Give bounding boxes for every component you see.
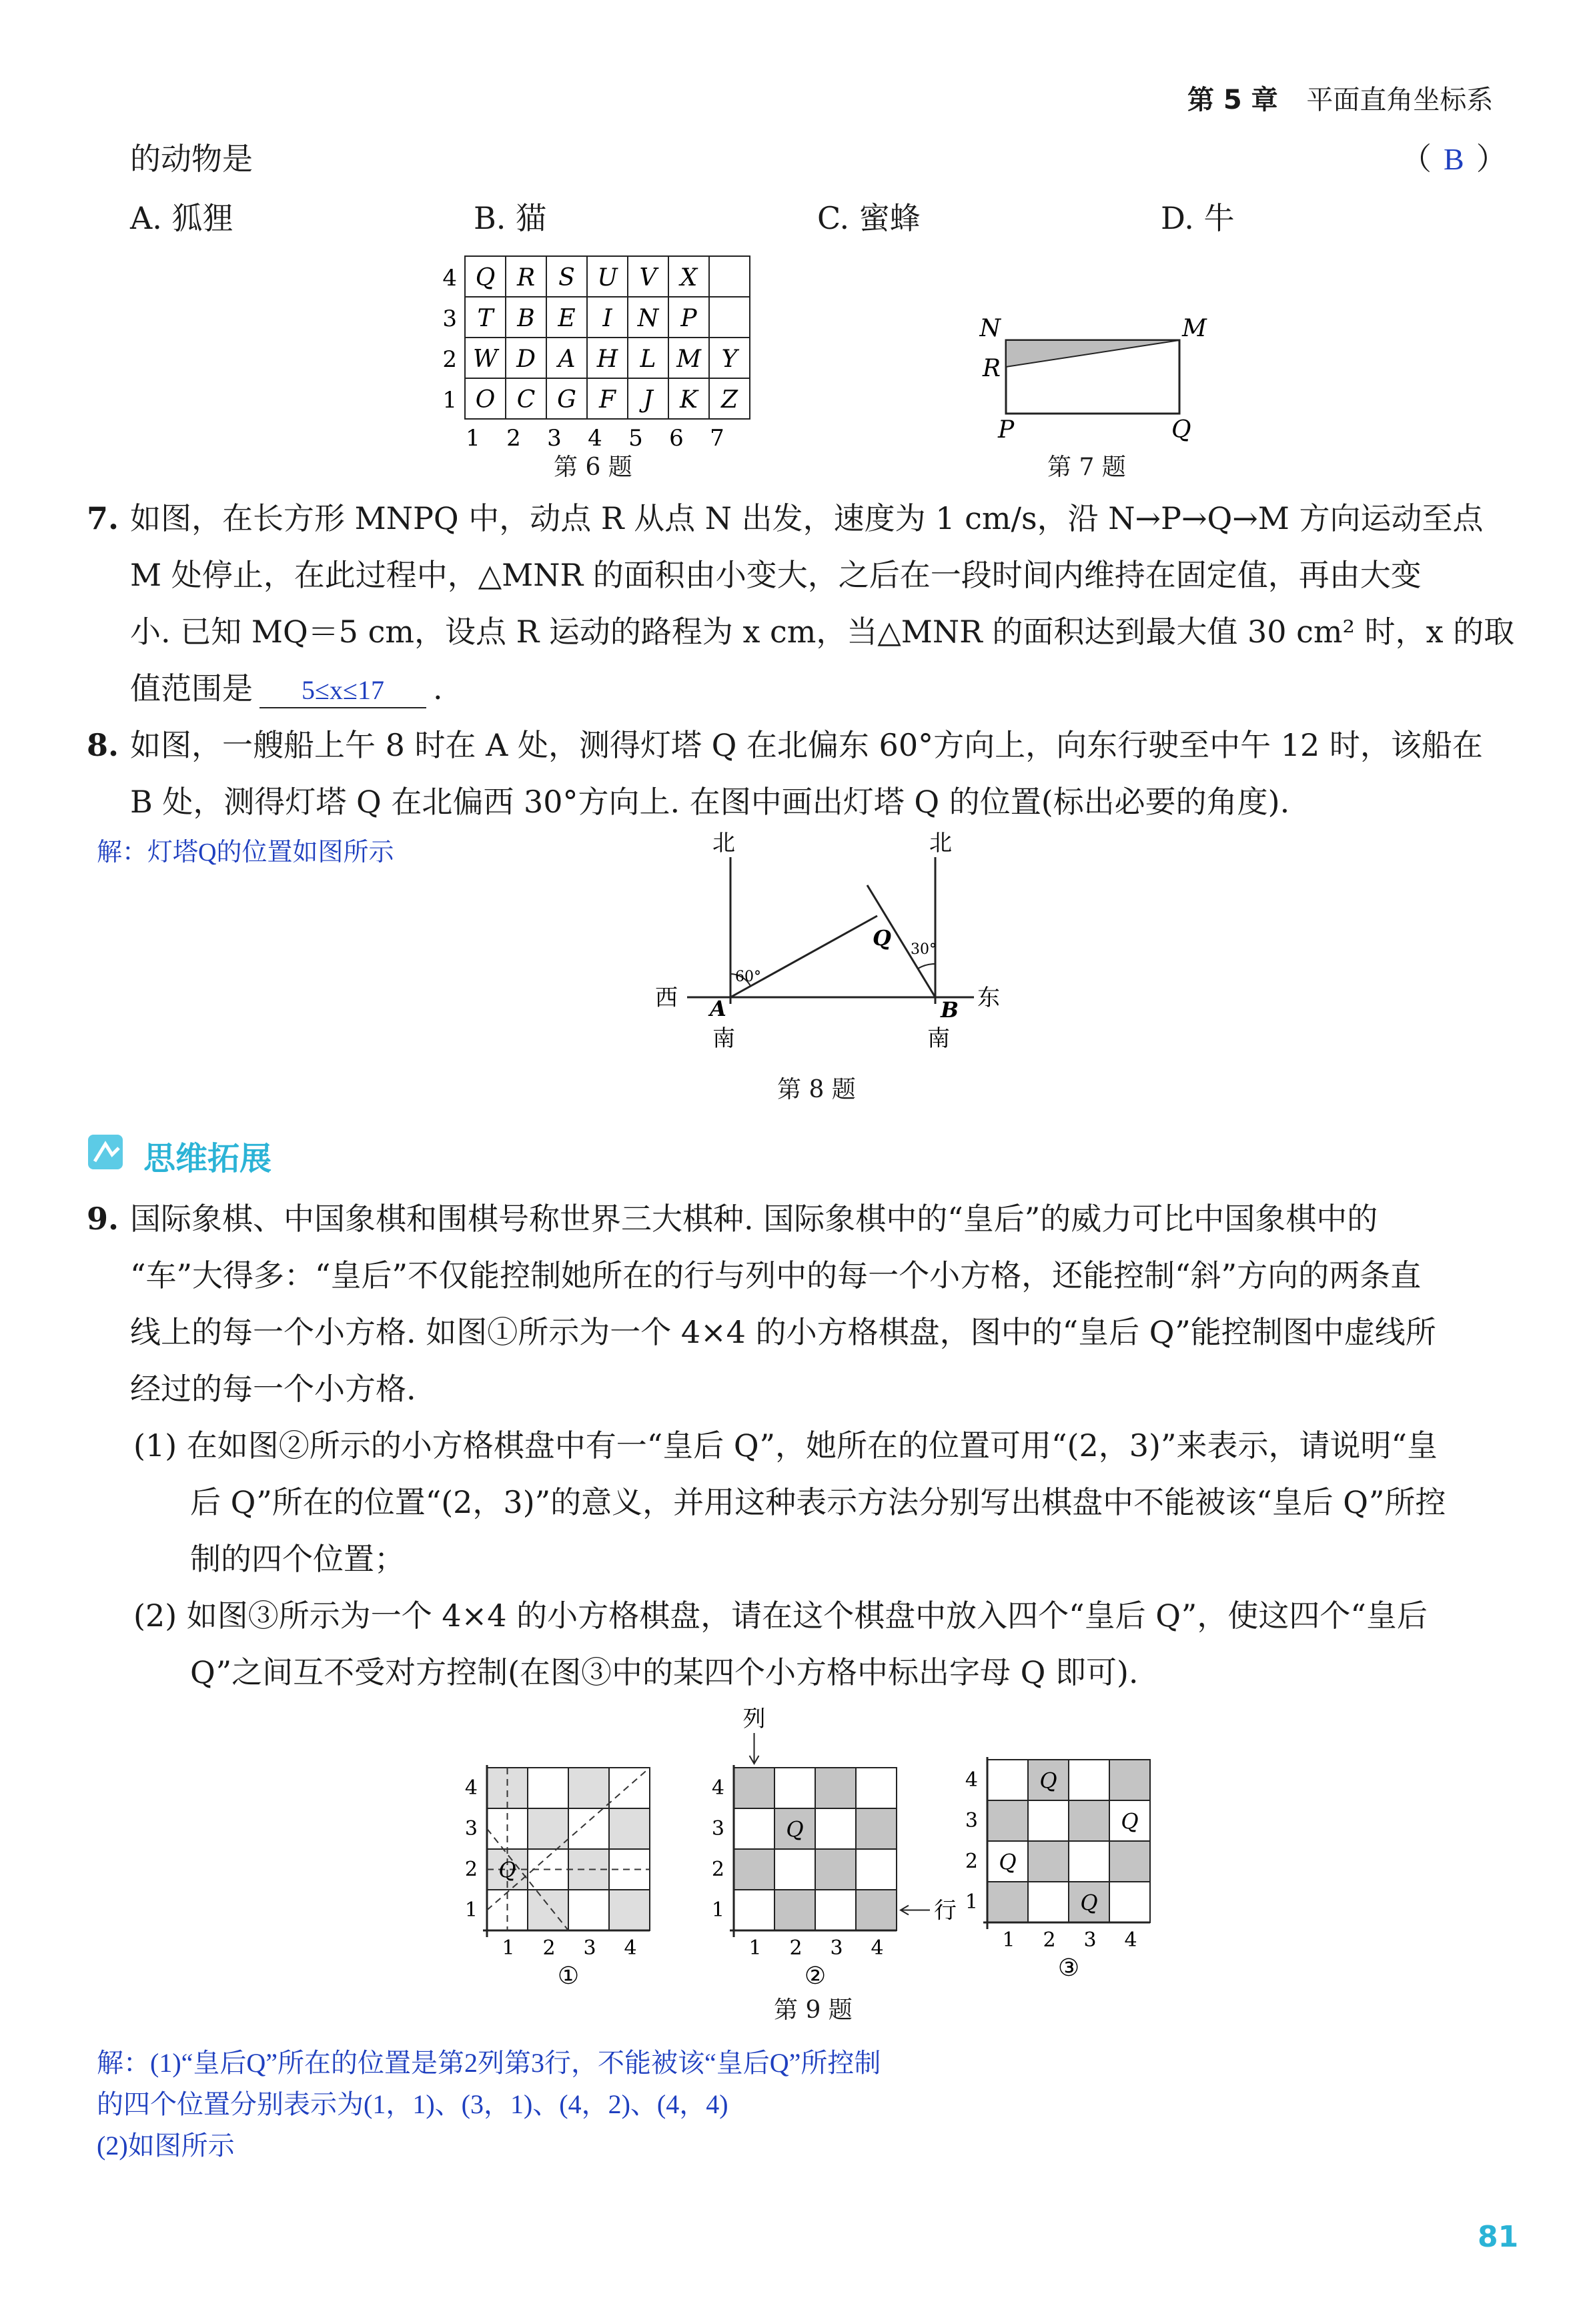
- triangle-mnr: [1006, 340, 1179, 367]
- grid-letter: N: [637, 305, 659, 332]
- grid-col-label: 4: [588, 425, 602, 452]
- west-label: 西: [655, 985, 678, 1011]
- board-cell: [1109, 1882, 1150, 1922]
- chess-board-1: [465, 1765, 650, 1990]
- north-label-b: 北: [929, 830, 952, 856]
- label-n: N: [979, 315, 1001, 342]
- q7-line-3: 小. 已知 MQ＝5 cm，设点 R 运动的路程为 x cm，当△MNR 的面积达到最大值 30 cm² 时，x 的取: [130, 614, 1515, 650]
- q7-rectangle-figure: [974, 307, 1207, 454]
- label-r: R: [982, 355, 1001, 382]
- point-q: Q: [873, 925, 891, 951]
- page-number: 81: [1478, 2220, 1519, 2254]
- board-cell: [1028, 1841, 1069, 1882]
- queen-marker: Q: [786, 1816, 804, 1842]
- q7-line-1: 如图，在长方形 MNPQ 中，动点 R 从点 N 出发，速度为 1 cm/s，沿 N→P→Q→M 方向运动至点: [130, 500, 1484, 536]
- board-cell: [856, 1890, 897, 1930]
- q8-solution: 解：灯塔Q的位置如图所示: [97, 838, 394, 866]
- q6-answer-box: （ B ）: [1401, 141, 1507, 177]
- board-cell: [987, 1760, 1028, 1800]
- angle-30-label: 30°: [911, 941, 937, 958]
- board-cell: [856, 1808, 897, 1849]
- board-cell: [815, 1890, 856, 1930]
- q9-line-1: 国际象棋、中国象棋和围棋号称世界三大棋种. 国际象棋中的“皇后”的威力可比中国象棋中的: [130, 1201, 1378, 1237]
- grid-letter: D: [516, 346, 536, 373]
- board-row-tick: 3: [711, 1817, 724, 1840]
- q9-number: 9.: [87, 1201, 119, 1237]
- grid-letter: K: [680, 386, 698, 414]
- board-col-tick: 4: [624, 1936, 637, 1960]
- board-row-tick: 2: [965, 1850, 978, 1873]
- q9-solution-line-1: 解：(1)“皇后Q”所在的位置是第2列第3行，不能被该“皇后Q”所控制: [97, 2048, 881, 2078]
- column-arrow-icon: [750, 1733, 759, 1764]
- grid-col-label: 7: [710, 425, 724, 452]
- row-label: 行: [934, 1897, 957, 1924]
- label-q: Q: [1171, 416, 1191, 444]
- board-cell: [856, 1768, 897, 1808]
- q9-line-3: 线上的每一个小方格. 如图①所示为一个 4×4 的小方格棋盘，图中的“皇后 Q”能控制图中虚线所: [130, 1314, 1436, 1350]
- board-cell: [987, 1800, 1028, 1841]
- grid-letter: G: [557, 386, 576, 414]
- board-cell: [568, 1808, 609, 1849]
- grid-letter: Q: [475, 264, 496, 292]
- east-label: 东: [977, 985, 1000, 1011]
- south-label-a: 南: [712, 1025, 735, 1052]
- grid-letter: R: [516, 264, 536, 292]
- board-col-tick: 1: [502, 1936, 515, 1960]
- grid-cell: [709, 256, 750, 297]
- queen-marker: Q: [1080, 1890, 1098, 1916]
- section-title: 思维拓展: [143, 1140, 272, 1177]
- point-b: B: [941, 997, 959, 1023]
- grid-letter: L: [640, 346, 656, 373]
- queen-marker: Q: [498, 1857, 516, 1883]
- board-col-tick: 3: [1083, 1928, 1097, 1952]
- board-row-tick: 4: [965, 1768, 978, 1792]
- board-cell: [1028, 1800, 1069, 1841]
- q9-solution-line-3: (2)如图所示: [97, 2131, 235, 2161]
- board-row-tick: 1: [464, 1898, 478, 1922]
- queen-marker: Q: [1121, 1808, 1139, 1834]
- board-col-tick: 4: [871, 1936, 884, 1960]
- q9-part1-line-2: 后 Q”所在的位置“(2，3)”的意义，并用这种表示方法分别写出棋盘中不能被该“皇后 Q”所控: [190, 1484, 1446, 1520]
- grid-letter: F: [599, 386, 616, 414]
- south-label-b: 南: [927, 1025, 950, 1052]
- board-cell: [774, 1890, 815, 1930]
- chapter-number: 第 5 章: [1187, 85, 1278, 115]
- grid-letter: Y: [721, 346, 738, 373]
- board-row-tick: 3: [464, 1817, 478, 1840]
- grid-cell: [709, 297, 750, 338]
- section-icon: [85, 1131, 128, 1173]
- board-cell: [568, 1890, 609, 1930]
- q8-line-1: 如图，一艘船上午 8 时在 A 处，测得灯塔 Q 在北偏东 60°方向上，向东行驶至中午 12 时，该船在: [130, 727, 1483, 763]
- board-cell: [1109, 1760, 1150, 1800]
- q9-solution-line-2: 的四个位置分别表示为(1，1)、(3，1)、(4，2)、(4，4): [97, 2089, 728, 2119]
- board-sub-caption: ②: [804, 1962, 827, 1990]
- board-cell: [856, 1849, 897, 1890]
- grid-letter: H: [596, 346, 618, 373]
- q9-line-4: 经过的每一个小方格.: [130, 1371, 416, 1407]
- q9-part2-line-2: Q”之间互不受对方控制(在图③中的某四个小方格中标出字母 Q 即可).: [190, 1654, 1139, 1690]
- point-a: A: [710, 996, 726, 1021]
- grid-col-label: 5: [628, 425, 643, 452]
- grid-letter: W: [472, 346, 498, 373]
- q6-option-b: B. 猫: [474, 200, 547, 236]
- q8-caption: 第 8 题: [777, 1076, 856, 1103]
- board-col-tick: 4: [1124, 1928, 1137, 1952]
- q6-tail: 的动物是: [130, 141, 253, 177]
- board-col-tick: 1: [1002, 1928, 1015, 1952]
- q8-compass-figure: [647, 830, 1007, 1071]
- board-row-tick: 2: [464, 1858, 478, 1881]
- q9-part1-line-3: 制的四个位置；: [190, 1541, 405, 1577]
- grid-row-label: 3: [442, 306, 457, 332]
- grid-col-label: 3: [547, 425, 562, 452]
- board-cell: [1028, 1882, 1069, 1922]
- q9-caption: 第 9 题: [774, 1996, 853, 2024]
- board-cell: [815, 1808, 856, 1849]
- chess-board-2: [712, 1706, 957, 1990]
- q7-line-4: 值范围是 5≤x≤17 .: [130, 660, 443, 716]
- board-cell: [528, 1768, 568, 1808]
- board-cell: [528, 1890, 568, 1930]
- board-row-tick: 4: [711, 1776, 724, 1800]
- board-cell: [774, 1849, 815, 1890]
- grid-letter: S: [558, 264, 575, 292]
- board-cell: [609, 1808, 650, 1849]
- board-col-tick: 3: [830, 1936, 843, 1960]
- q7-line-2: M 处停止，在此过程中，△MNR 的面积由小变大，之后在一段时间内维持在固定值，再由大变: [130, 557, 1422, 593]
- row-arrow-icon: [901, 1906, 930, 1915]
- board-cell: [734, 1849, 774, 1890]
- angle-arc-b: [918, 964, 935, 969]
- board-cell: [815, 1768, 856, 1808]
- q6-option-d: D. 牛: [1161, 200, 1235, 236]
- board-cell: [734, 1890, 774, 1930]
- q6-caption: 第 6 题: [554, 454, 632, 481]
- label-p: P: [998, 416, 1015, 444]
- grid-letter: X: [680, 264, 698, 292]
- board-cell: [774, 1768, 815, 1808]
- board-col-tick: 2: [1043, 1928, 1056, 1952]
- grid-letter: T: [477, 305, 494, 332]
- q9-line-2: “车”大得多：“皇后”不仅能控制她所在的行与列中的每一个小方格，还能控制“斜”方向的两条直: [130, 1257, 1422, 1293]
- board-cell: [1069, 1800, 1109, 1841]
- q7-answer: 5≤x≤17: [302, 675, 384, 705]
- board-cell: [609, 1890, 650, 1930]
- grid-col-label: 6: [669, 425, 684, 452]
- grid-row-label: 2: [442, 346, 457, 373]
- grid-letter: U: [597, 264, 618, 292]
- q9-part2-line-1: (2) 如图③所示为一个 4×4 的小方格棋盘，请在这个棋盘中放入四个“皇后 Q”，使这四个“皇后: [133, 1598, 1428, 1634]
- board-cell: [528, 1808, 568, 1849]
- board-cell: [1069, 1760, 1109, 1800]
- grid-row-label: 1: [442, 387, 457, 414]
- queen-marker: Q: [999, 1849, 1017, 1875]
- q7-answer-blank: [259, 672, 426, 708]
- board-row-tick: 1: [965, 1890, 978, 1914]
- grid-col-label: 1: [466, 425, 480, 452]
- grid-letter: P: [680, 305, 697, 332]
- board-row-tick: 3: [965, 1809, 978, 1832]
- q8-number: 8.: [87, 727, 119, 763]
- q6-option-c: C. 蜜蜂: [817, 200, 921, 236]
- chess-board-3: [965, 1757, 1150, 1982]
- grid-letter: Z: [720, 386, 738, 414]
- q8-line-2: B 处，测得灯塔 Q 在北偏西 30°方向上. 在图中画出灯塔 Q 的位置(标出必要的角度).: [130, 784, 1290, 820]
- board-cell: [815, 1849, 856, 1890]
- grid-letter: J: [643, 386, 653, 414]
- angle-60-label: 60°: [735, 969, 761, 985]
- board-row-tick: 4: [464, 1776, 478, 1800]
- q9-chess-boards: [454, 1694, 1201, 1988]
- q6-answer: B: [1444, 142, 1464, 176]
- grid-letter: E: [558, 305, 576, 332]
- north-label-a: 北: [712, 830, 735, 856]
- chapter-header: [1187, 79, 1493, 117]
- grid-letter: A: [558, 346, 576, 373]
- board-sub-caption: ①: [557, 1962, 580, 1990]
- grid-col-label: 2: [506, 425, 521, 452]
- board-col-tick: 1: [748, 1936, 762, 1960]
- board-cell: [1069, 1841, 1109, 1882]
- q9-part1-line-1: (1) 在如图②所示的小方格棋盘中有一“皇后 Q”，她所在的位置可用“(2，3)”来表示，请说明“皇: [133, 1427, 1438, 1464]
- grid-letter: M: [676, 346, 701, 373]
- board-cell: [734, 1768, 774, 1808]
- q6-option-a: A. 狐狸: [130, 200, 233, 236]
- board-col-tick: 2: [542, 1936, 556, 1960]
- grid-letter: O: [475, 386, 496, 414]
- grid-letter: C: [516, 386, 536, 414]
- queen-marker: Q: [1039, 1768, 1057, 1794]
- q7-caption: 第 7 题: [1047, 454, 1126, 481]
- chapter-title: 平面直角坐标系: [1306, 85, 1494, 115]
- board-cell: [987, 1882, 1028, 1922]
- column-label: 列: [742, 1706, 766, 1732]
- grid-letter: B: [517, 305, 535, 332]
- grid-letter: I: [602, 305, 612, 332]
- board-cell: [734, 1808, 774, 1849]
- grid-letter: V: [639, 264, 657, 292]
- label-m: M: [1182, 315, 1207, 342]
- grid-row-label: 4: [442, 265, 457, 292]
- board-row-tick: 1: [711, 1898, 724, 1922]
- board-col-tick: 2: [789, 1936, 803, 1960]
- q7-number: 7.: [87, 500, 119, 536]
- board-sub-caption: ③: [1057, 1954, 1080, 1982]
- board-row-tick: 2: [711, 1858, 724, 1881]
- board-cell: [1109, 1841, 1150, 1882]
- board-col-tick: 3: [583, 1936, 596, 1960]
- board-cell: [568, 1768, 609, 1808]
